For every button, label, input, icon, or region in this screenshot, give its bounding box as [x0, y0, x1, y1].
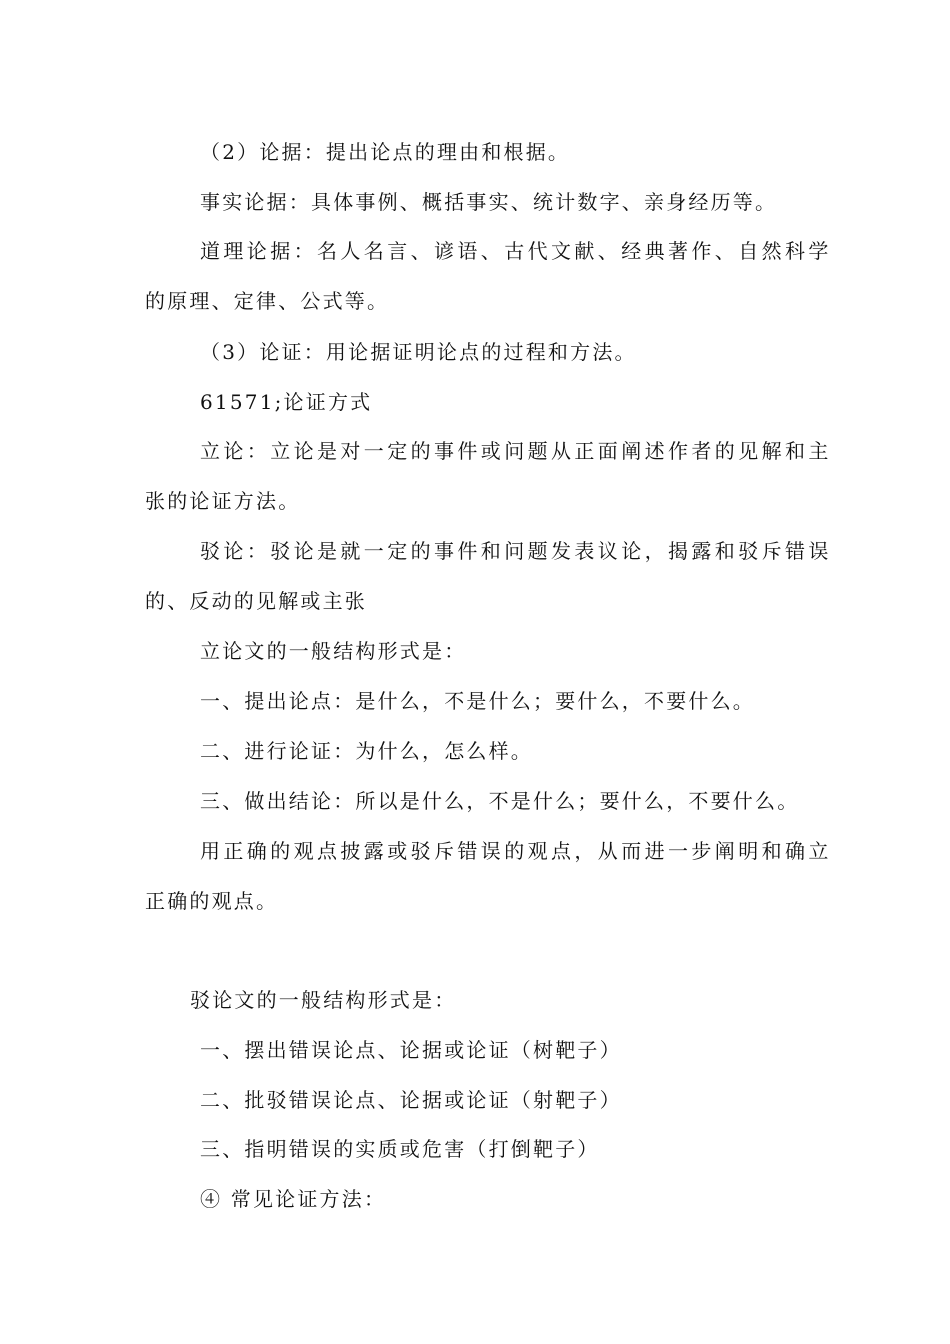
paragraph-line: 正确的观点。	[145, 889, 279, 913]
paragraph-line: 的原理、定律、公式等。	[145, 289, 390, 313]
paragraph-line: 二、进行论证：为什么，怎么样。	[200, 739, 533, 763]
paragraph-line: 61571;论证方式	[200, 390, 373, 414]
paragraph-line: 张的论证方法。	[145, 489, 301, 513]
paragraph-line: 道理论据：名人名言、谚语、古代文献、经典著作、自然科学	[200, 239, 832, 263]
paragraph-line: 立论文的一般结构形式是：	[200, 639, 467, 663]
paragraph-line: 二、批驳错误论点、论据或论证（射靶子）	[200, 1088, 622, 1112]
paragraph-line: （2）论据：提出论点的理由和根据。	[200, 140, 571, 164]
paragraph-line: 一、提出论点：是什么，不是什么；要什么，不要什么。	[200, 689, 755, 713]
paragraph-line: 驳论文的一般结构形式是：	[190, 988, 457, 1012]
paragraph-line: 的、反动的见解或主张	[145, 589, 367, 613]
paragraph-line: 驳论：驳论是就一定的事件和问题发表议论，揭露和驳斥错误	[200, 539, 832, 563]
paragraph-line: （3）论证：用论据证明论点的过程和方法。	[200, 340, 637, 364]
paragraph-line: ④ 常见论证方法：	[200, 1187, 387, 1211]
paragraph-line: 用正确的观点披露或驳斥错误的观点，从而进一步阐明和确立	[200, 839, 832, 863]
paragraph-line: 立论：立论是对一定的事件或问题从正面阐述作者的见解和主	[200, 439, 832, 463]
paragraph-line: 三、指明错误的实质或危害（打倒靶子）	[200, 1137, 600, 1161]
paragraph-line: 事实论据：具体事例、概括事实、统计数字、亲身经历等。	[200, 190, 778, 214]
paragraph-line: 一、摆出错误论点、论据或论证（树靶子）	[200, 1038, 622, 1062]
paragraph-line: 三、做出结论：所以是什么，不是什么；要什么，不要什么。	[200, 789, 800, 813]
